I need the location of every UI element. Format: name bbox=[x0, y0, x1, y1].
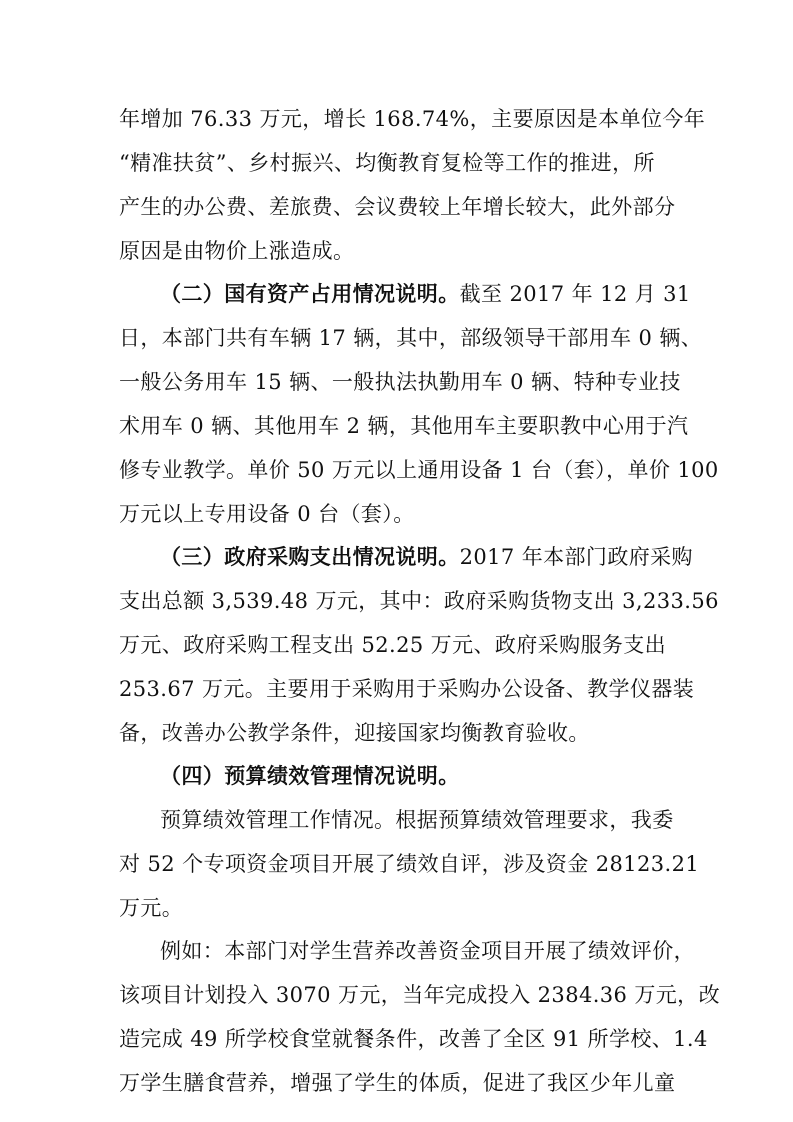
paragraph-line: “精准扶贫”、乡村振兴、均衡教育复检等工作的推进，所 bbox=[119, 151, 655, 175]
section-heading-line bbox=[160, 279, 691, 309]
paragraph-line: 年增加 76.33 万元，增长 168.74%，主要原因是本单位今年 bbox=[119, 107, 706, 131]
section-heading-line bbox=[160, 761, 460, 791]
paragraph-line: 备，改善办公教学条件，迎接国家均衡教育验收。 bbox=[119, 721, 590, 745]
paragraph-line: 修专业教学。单价 50 万元以上通用设备 1 台（套），单价 100 bbox=[119, 458, 719, 482]
paragraph-line: 万元、政府采购工程支出 52.25 万元、政府采购服务支出 bbox=[119, 633, 667, 657]
paragraph-text: 2017 年本部门政府采购 bbox=[459, 545, 693, 569]
paragraph-line: 产生的办公费、差旅费、会议费较上年增长较大，此外部分 bbox=[119, 195, 676, 219]
section-heading-3: （三）政府采购支出情况说明。 bbox=[160, 544, 460, 569]
paragraph-line: 预算绩效管理工作情况。根据预算绩效管理要求，我委 bbox=[160, 808, 674, 832]
paragraph-text: 截至 2017 年 12 月 31 bbox=[459, 282, 691, 306]
paragraph-line: 一般公务用车 15 辆、一般执法执勤用车 0 辆、特种专业技 bbox=[119, 370, 681, 394]
paragraph-line: 万元以上专用设备 0 台（套）。 bbox=[119, 502, 415, 526]
paragraph-line: 支出总额 3,539.48 万元，其中：政府采购货物支出 3,233.56 bbox=[119, 589, 719, 613]
paragraph-line: 对 52 个专项资金项目开展了绩效自评，涉及资金 28123.21 bbox=[119, 852, 700, 876]
paragraph-line: 术用车 0 辆、其他用车 2 辆，其他用车主要职教中心用于汽 bbox=[119, 414, 689, 438]
paragraph-line: 万元。 bbox=[119, 896, 184, 920]
section-heading-2: （二）国有资产占用情况说明。 bbox=[160, 281, 460, 306]
paragraph-line: 例如：本部门对学生营养改善资金项目开展了绩效评价， bbox=[160, 939, 695, 963]
paragraph-line: 造完成 49 所学校食堂就餐条件，改善了全区 91 所学校、1.4 bbox=[119, 1027, 708, 1051]
section-heading-line bbox=[160, 542, 693, 572]
paragraph-line: 日，本部门共有车辆 17 辆，其中，部级领导干部用车 0 辆、 bbox=[119, 326, 703, 350]
paragraph-line: 该项目计划投入 3070 万元，当年完成投入 2384.36 万元，改 bbox=[119, 983, 720, 1007]
paragraph-line: 253.67 万元。主要用于采购用于采购办公设备、教学仪器装 bbox=[119, 677, 695, 701]
section-heading-4: （四）预算绩效管理情况说明。 bbox=[160, 763, 460, 788]
paragraph-line: 万学生膳食营养，增强了学生的体质，促进了我区少年儿童 bbox=[119, 1071, 676, 1095]
paragraph-line: 原因是由物价上涨造成。 bbox=[119, 239, 355, 263]
